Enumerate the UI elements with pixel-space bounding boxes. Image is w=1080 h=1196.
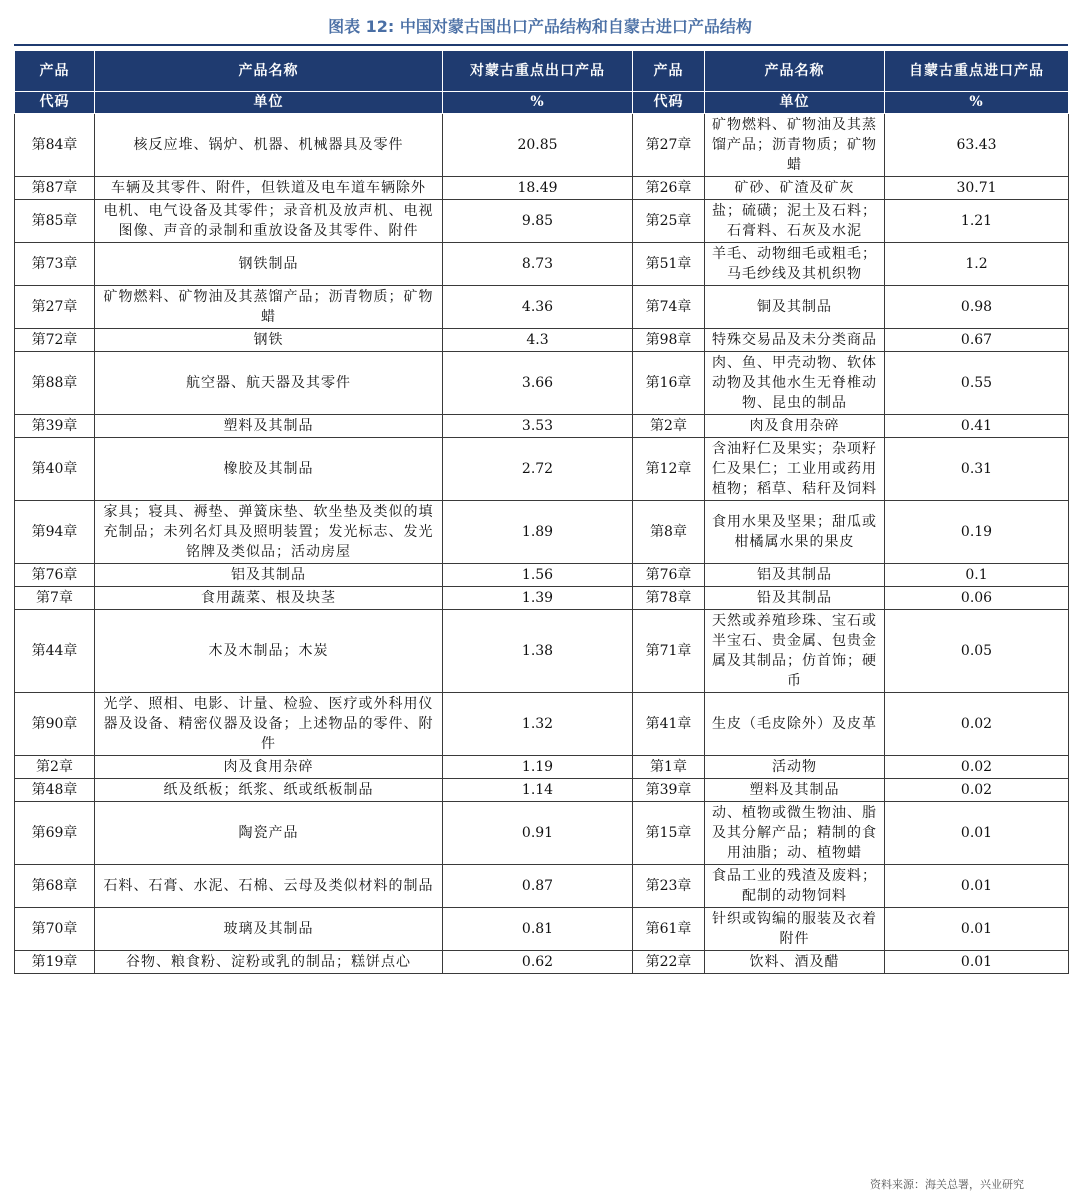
export-code-cell: 第39章 (15, 415, 95, 438)
import-value-cell: 63.43 (885, 114, 1069, 177)
import-value-cell: 0.02 (885, 779, 1069, 802)
figure-title: 图表 12: 中国对蒙古国出口产品结构和自蒙古进口产品结构 (328, 17, 752, 36)
table-row (15, 756, 1069, 779)
import-code-cell: 第27章 (633, 114, 705, 177)
export-value-cell: 2.72 (443, 438, 633, 501)
import-code-cell: 第16章 (633, 352, 705, 415)
import-code-header: 产品 (633, 51, 705, 92)
export-code-cell: 第2章 (15, 756, 95, 779)
import-name-cell: 肉及食用杂碎 (705, 415, 885, 438)
import-code-cell: 第98章 (633, 329, 705, 352)
export-value-header: 对蒙古重点出口产品 (443, 51, 633, 92)
export-name-cell: 肉及食用杂碎 (95, 756, 443, 779)
export-name-cell: 核反应堆、锅炉、机器、机械器具及零件 (95, 114, 443, 177)
import-name-cell: 饮料、酒及醋 (705, 951, 885, 974)
import-value-cell: 0.55 (885, 352, 1069, 415)
import-name-cell: 肉、鱼、甲壳动物、软体动物及其他水生无脊椎动物、昆虫的制品 (705, 352, 885, 415)
import-name-cell: 针织或钩编的服装及衣着附件 (705, 908, 885, 951)
export-value-cell: 1.32 (443, 693, 633, 756)
import-value-cell: 0.01 (885, 908, 1069, 951)
import-code-cell: 第8章 (633, 501, 705, 564)
table-row (15, 610, 1069, 693)
import-value-cell: 0.05 (885, 610, 1069, 693)
import-code-cell: 第39章 (633, 779, 705, 802)
import-name-subheader: 单位 (705, 92, 885, 114)
export-value-cell: 4.3 (443, 329, 633, 352)
import-name-cell: 生皮（毛皮除外）及皮革 (705, 693, 885, 756)
table-row (15, 415, 1069, 438)
import-name-cell: 铝及其制品 (705, 564, 885, 587)
export-name-cell: 橡胶及其制品 (95, 438, 443, 501)
import-name-cell: 盐；硫磺；泥土及石料；石膏料、石灰及水泥 (705, 200, 885, 243)
export-value-cell: 0.87 (443, 865, 633, 908)
table-row (15, 286, 1069, 329)
import-name-cell: 矿物燃料、矿物油及其蒸馏产品；沥青物质；矿物蜡 (705, 114, 885, 177)
export-name-cell: 钢铁 (95, 329, 443, 352)
import-value-cell: 0.31 (885, 438, 1069, 501)
export-value-cell: 1.89 (443, 501, 633, 564)
export-name-cell: 铝及其制品 (95, 564, 443, 587)
trade-structure-table (14, 50, 1069, 974)
export-value-cell: 0.62 (443, 951, 633, 974)
export-name-cell: 木及木制品；木炭 (95, 610, 443, 693)
import-code-cell: 第74章 (633, 286, 705, 329)
import-value-cell: 0.02 (885, 756, 1069, 779)
import-value-subheader: % (885, 92, 1069, 114)
export-name-header: 产品名称 (95, 51, 443, 92)
import-name-cell: 矿砂、矿渣及矿灰 (705, 177, 885, 200)
export-code-cell: 第19章 (15, 951, 95, 974)
export-code-cell: 第84章 (15, 114, 95, 177)
export-code-cell: 第7章 (15, 587, 95, 610)
import-name-header: 产品名称 (705, 51, 885, 92)
import-value-cell: 0.01 (885, 865, 1069, 908)
import-code-cell: 第78章 (633, 587, 705, 610)
export-name-cell: 航空器、航天器及其零件 (95, 352, 443, 415)
export-value-cell: 3.53 (443, 415, 633, 438)
import-value-cell: 0.06 (885, 587, 1069, 610)
export-value-cell: 4.36 (443, 286, 633, 329)
export-code-cell: 第88章 (15, 352, 95, 415)
export-value-cell: 3.66 (443, 352, 633, 415)
table-row (15, 951, 1069, 974)
export-code-cell: 第76章 (15, 564, 95, 587)
import-code-cell: 第15章 (633, 802, 705, 865)
import-value-cell: 30.71 (885, 177, 1069, 200)
import-name-cell: 活动物 (705, 756, 885, 779)
export-name-cell: 光学、照相、电影、计量、检验、医疗或外科用仪器及设备、精密仪器及设备；上述物品的零件、附件 (95, 693, 443, 756)
export-name-cell: 塑料及其制品 (95, 415, 443, 438)
table-row (15, 564, 1069, 587)
export-code-cell: 第72章 (15, 329, 95, 352)
table-row (15, 587, 1069, 610)
import-value-cell: 0.19 (885, 501, 1069, 564)
table-row (15, 243, 1069, 286)
import-value-cell: 0.01 (885, 951, 1069, 974)
export-value-subheader: % (443, 92, 633, 114)
export-code-header: 产品 (15, 51, 95, 92)
import-name-cell: 含油籽仁及果实；杂项籽仁及果仁；工业用或药用植物；稻草、秸秆及饲料 (705, 438, 885, 501)
table-row (15, 438, 1069, 501)
export-name-subheader: 单位 (95, 92, 443, 114)
import-name-cell: 天然或养殖珍珠、宝石或半宝石、贵金属、包贵金属及其制品；仿首饰；硬币 (705, 610, 885, 693)
export-name-cell: 陶瓷产品 (95, 802, 443, 865)
table-row (15, 352, 1069, 415)
export-value-cell: 9.85 (443, 200, 633, 243)
import-name-cell: 塑料及其制品 (705, 779, 885, 802)
export-code-subheader: 代码 (15, 92, 95, 114)
export-code-cell: 第69章 (15, 802, 95, 865)
import-code-cell: 第26章 (633, 177, 705, 200)
import-name-cell: 铅及其制品 (705, 587, 885, 610)
table-row (15, 693, 1069, 756)
table-row (15, 329, 1069, 352)
export-code-cell: 第87章 (15, 177, 95, 200)
export-value-cell: 1.19 (443, 756, 633, 779)
table-body (15, 114, 1069, 974)
import-value-cell: 0.98 (885, 286, 1069, 329)
import-code-cell: 第61章 (633, 908, 705, 951)
export-name-cell: 电机、电气设备及其零件；录音机及放声机、电视图像、声音的录制和重放设备及其零件、附件 (95, 200, 443, 243)
import-name-cell: 特殊交易品及未分类商品 (705, 329, 885, 352)
export-code-cell: 第94章 (15, 501, 95, 564)
export-code-cell: 第70章 (15, 908, 95, 951)
import-name-cell: 铜及其制品 (705, 286, 885, 329)
import-code-cell: 第71章 (633, 610, 705, 693)
export-name-cell: 家具；寝具、褥垫、弹簧床垫、软坐垫及类似的填充制品；未列名灯具及照明装置；发光标志、发光铭牌及类似品；活动房屋 (95, 501, 443, 564)
export-code-cell: 第48章 (15, 779, 95, 802)
export-name-cell: 车辆及其零件、附件，但铁道及电车道车辆除外 (95, 177, 443, 200)
export-name-cell: 石料、石膏、水泥、石棉、云母及类似材料的制品 (95, 865, 443, 908)
import-code-cell: 第12章 (633, 438, 705, 501)
export-name-cell: 钢铁制品 (95, 243, 443, 286)
export-name-cell: 纸及纸板；纸浆、纸或纸板制品 (95, 779, 443, 802)
export-code-cell: 第40章 (15, 438, 95, 501)
import-code-cell: 第2章 (633, 415, 705, 438)
table-row (15, 114, 1069, 177)
export-value-cell: 1.39 (443, 587, 633, 610)
import-code-cell: 第25章 (633, 200, 705, 243)
export-code-cell: 第44章 (15, 610, 95, 693)
import-code-cell: 第51章 (633, 243, 705, 286)
table-row (15, 779, 1069, 802)
table-row (15, 501, 1069, 564)
import-value-cell: 0.41 (885, 415, 1069, 438)
export-name-cell: 食用蔬菜、根及块茎 (95, 587, 443, 610)
import-value-header: 自蒙古重点进口产品 (885, 51, 1069, 92)
export-code-cell: 第68章 (15, 865, 95, 908)
export-code-cell: 第85章 (15, 200, 95, 243)
table-row (15, 200, 1069, 243)
import-code-cell: 第41章 (633, 693, 705, 756)
export-value-cell: 1.14 (443, 779, 633, 802)
import-value-cell: 0.02 (885, 693, 1069, 756)
export-code-cell: 第27章 (15, 286, 95, 329)
table-row (15, 802, 1069, 865)
top-rule (14, 44, 1068, 46)
export-value-cell: 0.81 (443, 908, 633, 951)
export-code-cell: 第73章 (15, 243, 95, 286)
export-value-cell: 1.56 (443, 564, 633, 587)
table-row (15, 177, 1069, 200)
export-name-cell: 玻璃及其制品 (95, 908, 443, 951)
export-value-cell: 8.73 (443, 243, 633, 286)
export-value-cell: 0.91 (443, 802, 633, 865)
import-value-cell: 0.67 (885, 329, 1069, 352)
import-value-cell: 1.2 (885, 243, 1069, 286)
import-name-cell: 食品工业的残渣及废料；配制的动物饲料 (705, 865, 885, 908)
export-value-cell: 1.38 (443, 610, 633, 693)
export-value-cell: 18.49 (443, 177, 633, 200)
table-row (15, 865, 1069, 908)
import-name-cell: 羊毛、动物细毛或粗毛；马毛纱线及其机织物 (705, 243, 885, 286)
import-code-cell: 第22章 (633, 951, 705, 974)
import-value-cell: 1.21 (885, 200, 1069, 243)
import-code-cell: 第23章 (633, 865, 705, 908)
import-name-cell: 动、植物或微生物油、脂及其分解产品；精制的食用油脂；动、植物蜡 (705, 802, 885, 865)
table-row (15, 908, 1069, 951)
export-code-cell: 第90章 (15, 693, 95, 756)
source-note: 资料来源：海关总署，兴业研究 (870, 1178, 1024, 1191)
export-name-cell: 矿物燃料、矿物油及其蒸馏产品；沥青物质；矿物蜡 (95, 286, 443, 329)
export-value-cell: 20.85 (443, 114, 633, 177)
import-value-cell: 0.1 (885, 564, 1069, 587)
import-code-cell: 第1章 (633, 756, 705, 779)
export-name-cell: 谷物、粮食粉、淀粉或乳的制品；糕饼点心 (95, 951, 443, 974)
import-code-cell: 第76章 (633, 564, 705, 587)
import-name-cell: 食用水果及坚果；甜瓜或柑橘属水果的果皮 (705, 501, 885, 564)
import-code-subheader: 代码 (633, 92, 705, 114)
import-value-cell: 0.01 (885, 802, 1069, 865)
